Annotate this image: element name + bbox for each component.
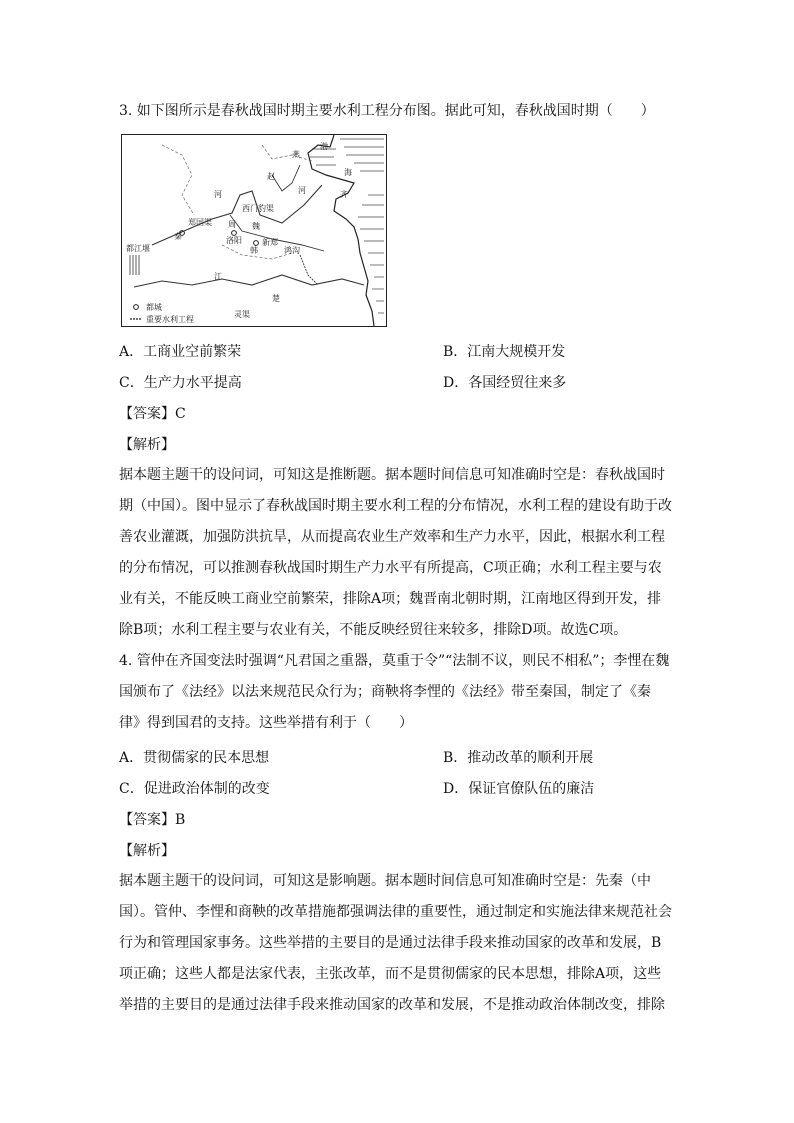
q4-analysis-line: 据本题主题干的设问词，可知这是影响题。据本题时间信息可知准确时空是：先秦（中 — [119, 873, 651, 889]
q3-analysis-line: 据本题主题干的设问词，可知这是推断题。据本题时间信息可知准确时空是：春秋战国时 — [119, 467, 665, 483]
label-chu: 楚 — [272, 294, 280, 303]
label-ximen: 西门豹渠 — [242, 204, 274, 213]
q4-option-b[interactable]: B．推动改革的顺利开展 — [443, 750, 594, 766]
label-yan: 燕 — [292, 150, 300, 159]
coastline — [308, 135, 374, 326]
q4-analysis-line: 行为和管理国家事务。这些举措的主要目的是通过法律手段来推动国家的改革和发展，B — [119, 935, 662, 951]
q3-analysis-line: 善农业灌溉，加强防洪抗旱，从而提高农业生产效率和生产力水平，因此，根据水利工程 — [119, 529, 665, 545]
q3-analysis-line: 业有关，不能反映工商业空前繁荣，排除A项；魏晋南北朝时期，江南地区得到开发，排 — [119, 591, 662, 607]
map-legend — [130, 302, 194, 324]
legend-capital-label: 都城 — [146, 303, 162, 312]
water-projects-map — [121, 134, 387, 327]
q4-option-a[interactable]: A．贯彻儒家的民本思想 — [119, 750, 270, 766]
label-lingqu: 灵渠 — [234, 310, 250, 319]
label-jiang: 江 — [214, 272, 222, 281]
label-bo: 渤 — [320, 142, 328, 151]
capital-marker-luoyang — [232, 231, 237, 236]
q4-option-d[interactable]: D．保证官僚队伍的廉洁 — [443, 781, 595, 797]
sea-hatch — [310, 139, 384, 313]
q4-analysis-line: 举措的主要目的是通过法律手段来推动国家的改革和发展，不是推动政治体制改变，排除 — [119, 997, 665, 1013]
legend-capital-icon — [134, 305, 139, 310]
label-han: 韩 — [250, 246, 258, 255]
q4-stem-line: 国颁布了《法经》以法来规范民众行为；商鞅将李悝的《法经》带至秦国，制定了《秦 — [119, 684, 651, 700]
q3-analysis-line: 除B项；水利工程主要与农业有关，不能反映经贸往来较多，排除D项。故选C项。 — [119, 622, 628, 638]
capital-marker-xinzheng — [254, 241, 259, 246]
boundary-3 — [262, 145, 312, 161]
q4-stem-line: 律》得到国君的支持。这些举措有利于（ ） — [119, 715, 413, 731]
label-dujiangyan: 都江堰 — [126, 244, 150, 253]
q3-analysis-line: 期（中国）。图中显示了春秋战国时期主要水利工程的分布情况，水利工程的建设有助于改 — [119, 498, 672, 514]
q3-analysis — [119, 460, 679, 646]
dujiangyan-patch — [130, 255, 139, 275]
q3-analysis-line: 的分布情况，可以推测春秋战国时期生产力水平有所提高，C项正确；水利工程主要与农 — [119, 560, 662, 576]
q4-analysis — [119, 866, 679, 1021]
q4-stem-line: 4. 管仲在齐国变法时强调“凡君国之重器，莫重于令”“法制不议，则民不相私”；李悝在魏 — [119, 653, 670, 669]
label-hai: 海 — [344, 168, 352, 177]
label-he-1: 河 — [214, 190, 222, 199]
label-zhao: 赵 — [267, 172, 275, 181]
legend-water-label: 重要水利工程 — [146, 315, 194, 324]
label-qin: 秦 — [174, 232, 182, 241]
map-drawing — [122, 135, 386, 326]
label-zhengguo: 郑国渠 — [188, 218, 212, 227]
q4-answer: 【答案】B — [119, 812, 186, 828]
q4-analysis-line: 国）。管仲、李悝和商鞅的改革措施都强调法律的重要性，通过制定和实施法律来规范社会 — [119, 904, 672, 920]
q4-analysis-line: 项正确；这些人都是法家代表，主张改革，而不是贯彻儒家的民本思想，排除A项，这些 — [119, 966, 662, 982]
river-3 — [272, 165, 300, 191]
q4-option-c[interactable]: C．促进政治体制的改变 — [119, 781, 270, 797]
yangtze-river — [134, 275, 364, 287]
q3-answer: 【答案】C — [119, 406, 186, 422]
label-he-2: 河 — [298, 186, 306, 195]
label-honggou: 鸿沟 — [284, 246, 300, 255]
q4-stem — [119, 646, 679, 739]
q3-option-c[interactable]: C．生产力水平提高 — [119, 375, 242, 391]
q4-analysis-title: 【解析】 — [119, 843, 175, 859]
label-zhou: 周 — [228, 220, 236, 229]
q3-stem: 3. 如下图所示是春秋战国时期主要水利工程分布图。据此可知，春秋战国时期（ ） — [119, 103, 655, 119]
boundary-1 — [162, 145, 194, 215]
q3-option-a[interactable]: A．工商业空前繁荣 — [119, 344, 242, 360]
label-wei: 魏 — [252, 222, 260, 231]
label-luoyang: 洛阳 — [226, 236, 242, 245]
q3-option-b[interactable]: B．江南大规模开发 — [443, 344, 566, 360]
q3-analysis-title: 【解析】 — [119, 437, 175, 453]
canal — [300, 255, 318, 285]
label-xinzheng: 新郑 — [262, 238, 278, 247]
label-qi: 齐 — [340, 190, 348, 199]
q3-option-d[interactable]: D．各国经贸往来多 — [443, 375, 567, 391]
